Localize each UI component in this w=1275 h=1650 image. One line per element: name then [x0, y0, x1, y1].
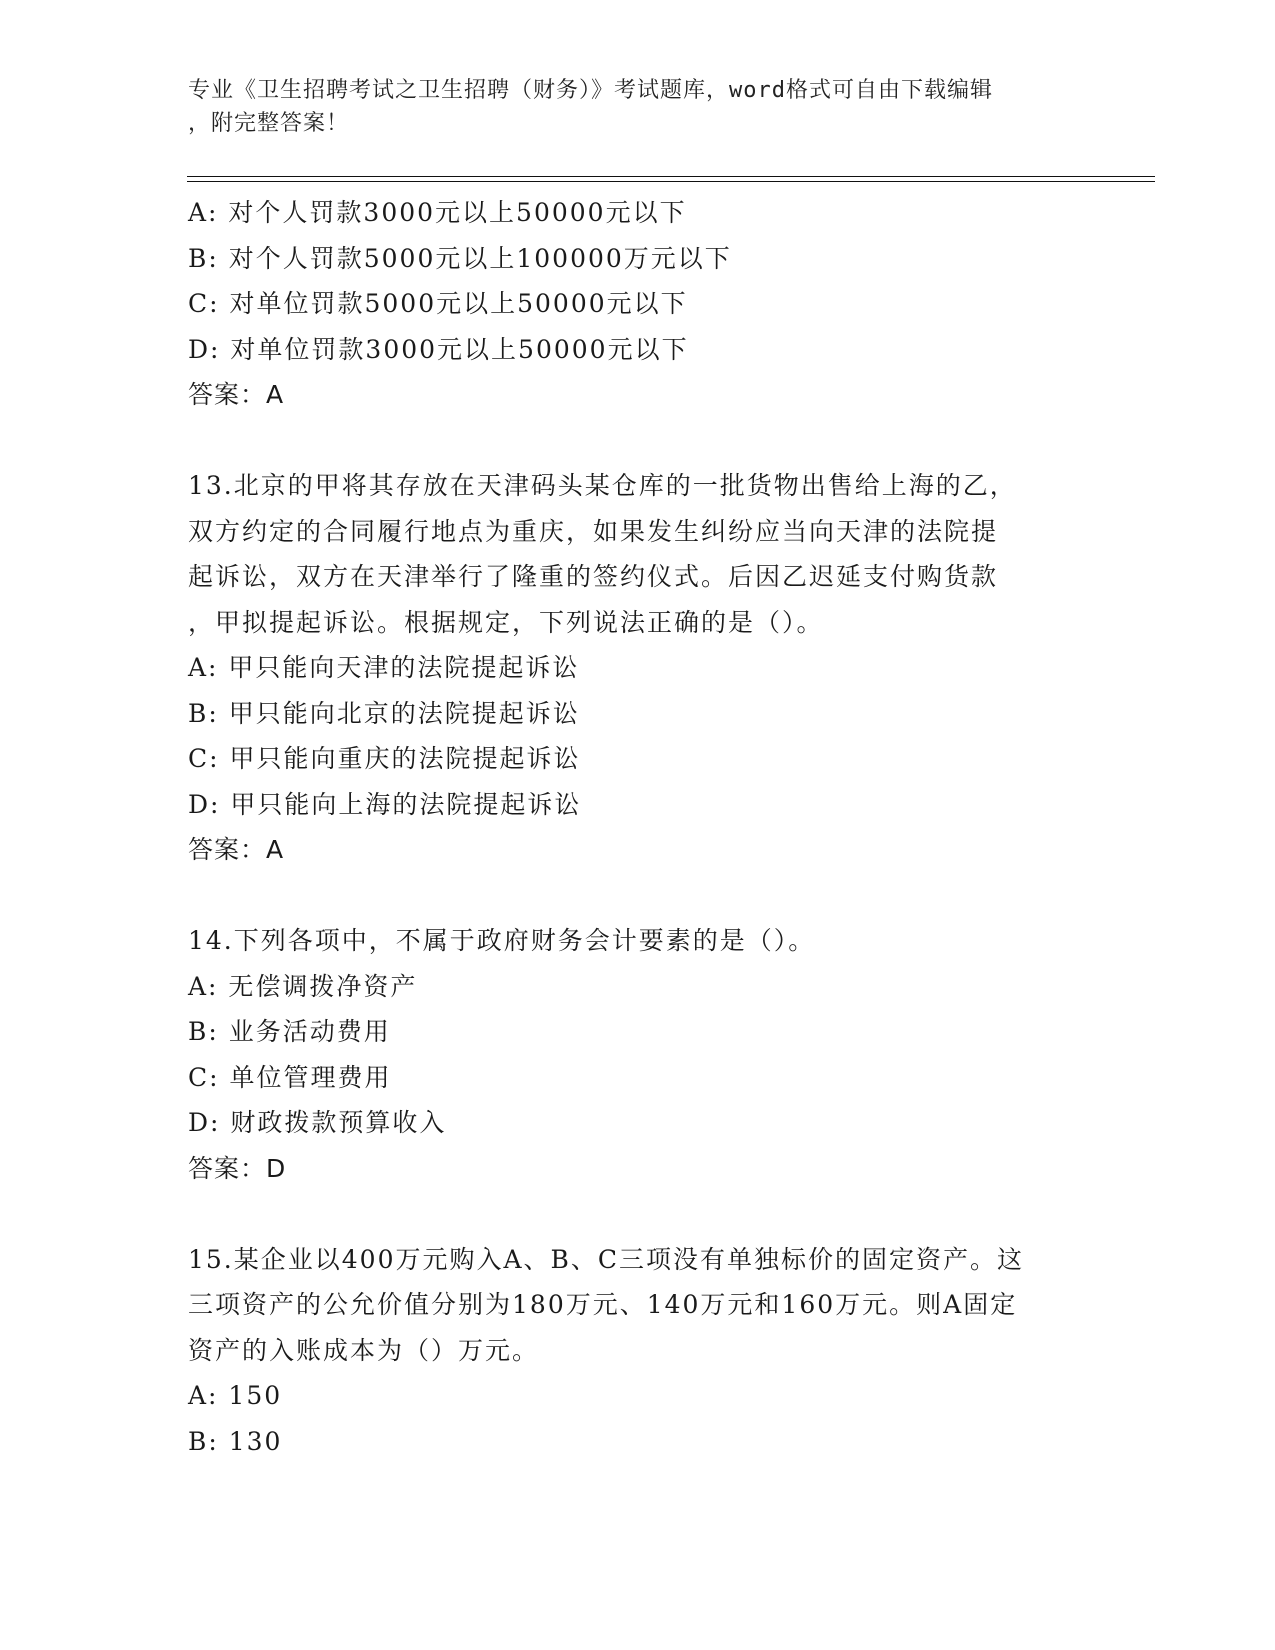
- option-d: D: 对单位罚款3000元以上50000元以下: [188, 334, 689, 364]
- question-stem-line: 13.北京的甲将其存放在天津码头某仓库的一批货物出售给上海的乙，: [188, 471, 1017, 500]
- header-divider-top: [187, 176, 1155, 177]
- option-c: C: 单位管理费用: [188, 1062, 392, 1092]
- question-stem-line: 14.下列各项中，不属于政府财务会计要素的是（）。: [188, 926, 816, 955]
- option-c: C: 甲只能向重庆的法院提起诉讼: [188, 744, 581, 773]
- header-divider-bottom: [187, 181, 1155, 182]
- question-13: [188, 463, 1088, 873]
- question-stem-line: 起诉讼，双方在天津举行了隆重的签约仪式。后因乙迟延支付购货款: [188, 562, 999, 591]
- answer-label: 答案：A: [188, 835, 285, 864]
- document-body: [188, 190, 1088, 1464]
- question-stem-line: 15.某企业以400万元购入A、B、C三项没有单独标价的固定资产。这: [188, 1244, 1025, 1274]
- option-a: A: 150: [188, 1381, 283, 1410]
- option-c: C: 对单位罚款5000元以上50000元以下: [188, 289, 688, 318]
- option-a: A: 对个人罚款3000元以上50000元以下: [188, 198, 687, 227]
- spacer: [188, 418, 1088, 464]
- spacer: [188, 1191, 1088, 1237]
- header-title-line-2: ，附完整答案！: [188, 111, 350, 136]
- question-15: [188, 1237, 1088, 1465]
- question-12: [188, 190, 1088, 418]
- option-b: B: 甲只能向北京的法院提起诉讼: [188, 698, 580, 728]
- spacer: [188, 873, 1088, 919]
- answer-label: 答案：D: [188, 1153, 287, 1183]
- question-stem-line: ，甲拟提起诉讼。根据规定，下列说法正确的是（）。: [188, 607, 824, 637]
- answer-label: 答案：A: [188, 380, 285, 409]
- option-d: D: 甲只能向上海的法院提起诉讼: [188, 789, 582, 819]
- option-b: B: 对个人罚款5000元以上100000万元以下: [188, 243, 732, 273]
- question-stem-line: 三项资产的公允价值分别为180万元、140万元和160万元。则A固定: [188, 1290, 1018, 1319]
- option-a: A: 甲只能向天津的法院提起诉讼: [188, 653, 580, 682]
- header-title-line-1: 专业《卫生招聘考试之卫生招聘（财务）》考试题库，word格式可自由下载编辑: [188, 78, 993, 103]
- document-header: [188, 74, 1088, 140]
- option-a: A: 无偿调拨净资产: [188, 971, 418, 1001]
- option-b: B: 业务活动费用: [188, 1017, 391, 1046]
- option-d: D: 财政拨款预算收入: [188, 1108, 447, 1137]
- question-stem-line: 双方约定的合同履行地点为重庆，如果发生纠纷应当向天津的法院提: [188, 516, 999, 546]
- question-14: [188, 918, 1088, 1191]
- question-stem-line: 资产的入账成本为（）万元。: [188, 1335, 540, 1365]
- option-b: B: 130: [188, 1426, 283, 1456]
